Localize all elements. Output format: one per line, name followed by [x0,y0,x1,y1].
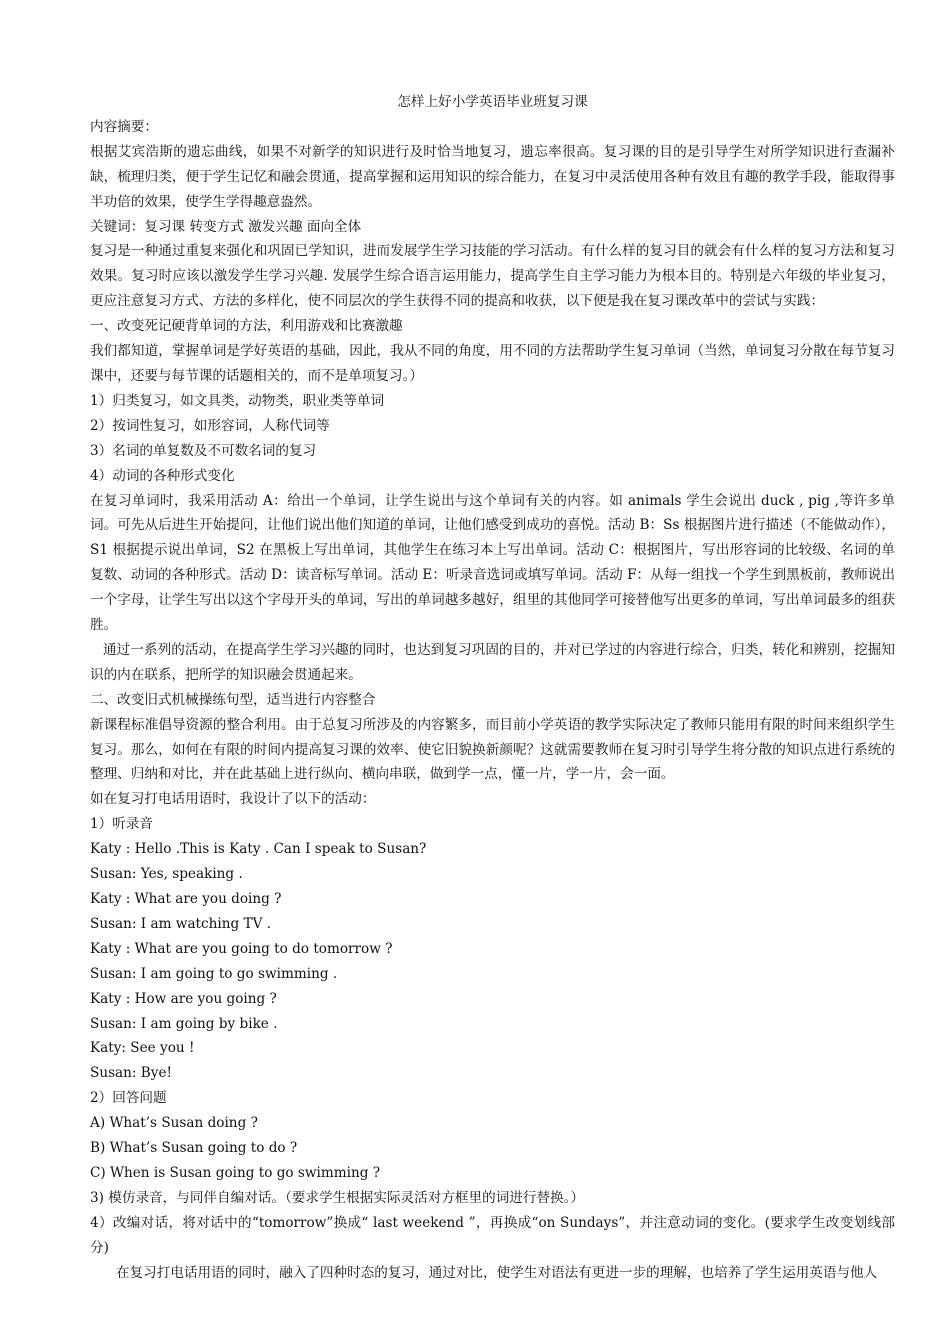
step-3: 3) 模仿录音，与同伴自编对话。（要求学生根据实际灵活对方框里的词进行替换。） [90,1189,585,1206]
list-item: 4）动词的各种形式变化 [90,467,235,484]
activities-paragraph: 在复习单词时，我采用活动 A：给出一个单词，让学生说出与这个单词有关的内容。如 animals 学生会说出 duck , pig ,等许多单词。可先从后进生开始提问，让他们说出他们知道的单词，让他们感受到成功的喜悦。活动 B：Ss 根据图片进行描述（不能做动作），S1 根据提示说出单词，S2 在黑板上写出单词，其他学生在练习本上写出单词。活动 C：根据图片，写出形容词的比较级、名词的单复数、动词的各种形式。活动 D：读音标写单词。活动 E：听录音选词或填写单词。活动 F：从每一组找一个学生到黑板前，教师说出一个字母，让学生写出以这个字母开头的单词，写出的单词越多越好，组里的其他同学可接替他写出更多的单词，写出单词最多的组获胜。 [90,492,895,634]
intro-paragraph: 复习是一种通过重复来强化和巩固已学知识，进而发展学生学习技能的学习活动。有什么样的复习目的就会有什么样的复习方法和复习效果。复习时应该以激发学生学习兴趣. 发展学生综合语言运用能力，提高学生自主学习能力为根本目的。特别是六年级的毕业复习，更应注意复习方式、方法的多样化，使不同层次的学生获得不同的提高和收获，以下便是我在复习课改革中的尝试与实践： [90,243,895,310]
dialogue-line: Katy : How are you going ? [90,990,277,1007]
dialogue-line: Katy : What are you going to do tomorrow ? [90,940,393,957]
dialogue-line: Susan: I am watching TV . [90,915,272,932]
step-4: 4）改编对话，将对话中的“tomorrow”换成“ last weekend ”，再换成“on Sundays”，并注意动词的变化。(要求学生改变划线部分) [90,1214,895,1256]
section-2-intro: 如在复习打电话用语时，我设计了以下的活动： [90,791,376,808]
keywords-line: 关键词：复习课 转变方式 激发兴趣 面向全体 [90,218,362,235]
closing-paragraph: 在复习打电话用语的同时，融入了四种时态的复习，通过对比，使学生对语法有更进一步的理解，也培养了学生运用英语与他人 [116,1264,878,1281]
section-1-paragraph: 我们都知道，掌握单词是学好英语的基础，因此，我从不同的角度，用不同的方法帮助学生复习单词（当然，单词复习分散在每节复习课中，还要与每节课的话题相关的，而不是单项复习。） [90,343,895,384]
step-1: 1）听录音 [90,816,154,833]
list-item: 1）归类复习，如文具类，动物类，职业类等单词 [90,392,385,409]
dialogue-line: Susan: I am going to go swimming . [90,965,338,982]
dialogue-line: Susan: I am going by bike . [90,1015,278,1032]
list-item: 3）名词的单复数及不可数名词的复习 [90,442,317,459]
list-item: 2）按词性复习，如形容词，人称代词等 [90,417,330,434]
section-1-heading: 一、改变死记硬背单词的方法，利用游戏和比赛激趣 [90,318,403,335]
document-title: 怎样上好小学英语毕业班复习课 [397,94,588,110]
dialogue-line: Katy: See you ! [90,1040,195,1057]
section-2-paragraph: 新课程标准倡导资源的整合利用。由于总复习所涉及的内容繁多，而目前小学英语的教学实际决定了教师只能用有限的时间来组织学生复习。那么，如何在有限的时间内提高复习课的效率、使它旧貌换新颜呢？这就需要教师在复习时引导学生将分散的知识点进行系统的整理、归纳和对比，并在此基础上进行纵向、横向串联，做到学一点，懂一片，学一片，会一面。 [90,716,895,783]
step-2: 2）回答问题 [90,1090,167,1107]
dialogue-line: Katy : What are you doing ? [90,891,282,907]
question-item: A) What’s Susan doing ? [90,1115,258,1132]
abstract-label: 内容摘要： [90,118,158,135]
document-page [90,90,895,1286]
dialogue-line: Susan: Bye! [90,1065,172,1082]
question-item: B) What’s Susan going to do ? [90,1140,298,1157]
question-item: C) When is Susan going to go swimming ? [90,1164,381,1181]
dialogue-line: Katy : Hello .This is Katy . Can I speak to Susan? [90,841,427,858]
section-2-heading: 二、改变旧式机械操练句型，适当进行内容整合 [90,691,376,708]
section-1-summary: 通过一系列的活动，在提高学生学习兴趣的同时，也达到复习巩固的目的，并对已学过的内容进行综合，归类，转化和辨别，挖掘知识的内在联系，把所学的知识融会贯通起来。 [90,641,895,683]
dialogue-line: Susan: Yes, speaking . [90,866,243,883]
abstract-paragraph: 根据艾宾浩斯的遗忘曲线，如果不对新学的知识进行及时恰当地复习，遗忘率很高。复习课的目的是引导学生对所学知识进行查漏补缺，梳理归类，便于学生记忆和融会贯通，提高掌握和运用知识的综合能力，在复习中灵活使用各种有效且有趣的教学手段，能取得事半功倍的效果，使学生学得趣意盎然。 [90,143,895,210]
